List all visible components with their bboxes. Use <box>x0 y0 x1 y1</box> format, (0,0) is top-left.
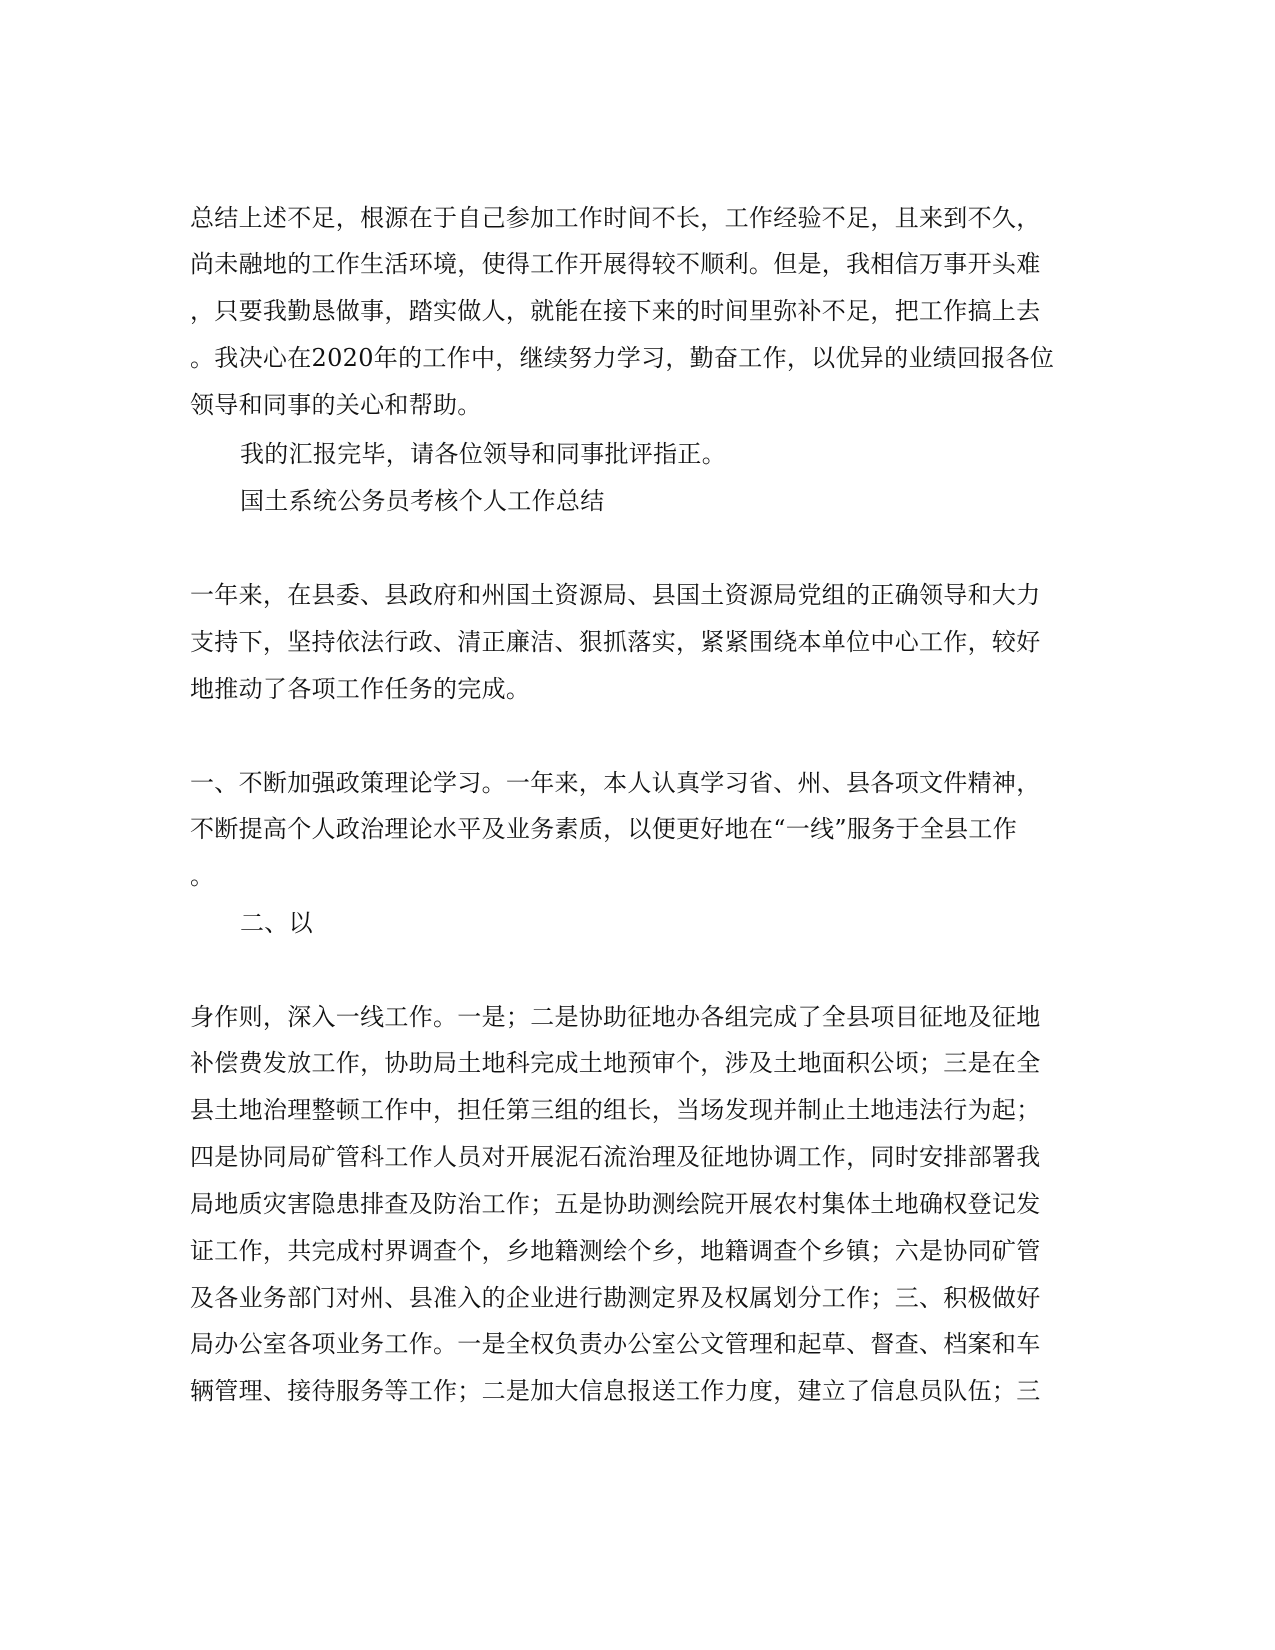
intro-line-2: 支持下，坚持依法行政、清正廉洁、狠抓落实，紧紧围绕本单位中心工作，较好 <box>190 628 1041 656</box>
point-two-heading: 二、以 <box>240 909 313 937</box>
text-line-2: 尚未融地的工作生活环境，使得工作开展得较不顺利。但是，我相信万事开头难 <box>190 250 1041 278</box>
section-title: 国土系统公务员考核个人工作总结 <box>240 487 605 515</box>
closing-remark: 我的汇报完毕，请各位领导和同事批评指正。 <box>240 440 726 468</box>
text-line-3: ，只要我勤恳做事，踏实做人，就能在接下来的时间里弥补不足，把工作搞上去 <box>190 297 1041 325</box>
point-one-line-1: 一、不断加强政策理论学习。一年来，本人认真学习省、州、县各项文件精神， <box>190 769 1041 797</box>
text-line-1: 总结上述不足，根源在于自己参加工作时间不长，工作经验不足，且来到不久， <box>190 204 1041 232</box>
intro-line-3: 地推动了各项工作任务的完成。 <box>190 675 531 703</box>
body-line-2: 补偿费发放工作，协助局土地科完成土地预审个，涉及土地面积公顷；三是在全 <box>190 1049 1041 1077</box>
intro-line-1: 一年来，在县委、县政府和州国土资源局、县国土资源局党组的正确领导和大力 <box>190 581 1041 609</box>
text-line-4: 。我决心在2020年的工作中，继续努力学习，勤奋工作，以优异的业绩回报各位 <box>190 344 1055 372</box>
body-line-4: 四是协同局矿管科工作人员对开展泥石流治理及征地协调工作，同时安排部署我 <box>190 1143 1041 1171</box>
body-line-9: 辆管理、接待服务等工作；二是加大信息报送工作力度，建立了信息员队伍；三 <box>190 1377 1041 1405</box>
body-line-8: 局办公室各项业务工作。一是全权负责办公室公文管理和起草、督查、档案和车 <box>190 1330 1041 1358</box>
point-one-line-3: 。 <box>190 862 215 890</box>
point-one-line-2: 不断提高个人政治理论水平及业务素质，以便更好地在“一线”服务于全县工作 <box>190 815 1018 843</box>
text-line-5: 领导和同事的关心和帮助。 <box>190 391 482 419</box>
body-line-5: 局地质灾害隐患排查及防治工作；五是协助测绘院开展农村集体土地确权登记发 <box>190 1190 1041 1218</box>
body-line-1: 身作则，深入一线工作。一是；二是协助征地办各组完成了全县项目征地及征地 <box>190 1003 1041 1031</box>
body-line-6: 证工作，共完成村界调查个，乡地籍测绘个乡，地籍调查个乡镇；六是协同矿管 <box>190 1237 1041 1265</box>
body-line-3: 县土地治理整顿工作中，担任第三组的组长，当场发现并制止土地违法行为起； <box>190 1096 1041 1124</box>
body-line-7: 及各业务部门对州、县准入的企业进行勘测定界及权属划分工作；三、积极做好 <box>190 1284 1041 1312</box>
